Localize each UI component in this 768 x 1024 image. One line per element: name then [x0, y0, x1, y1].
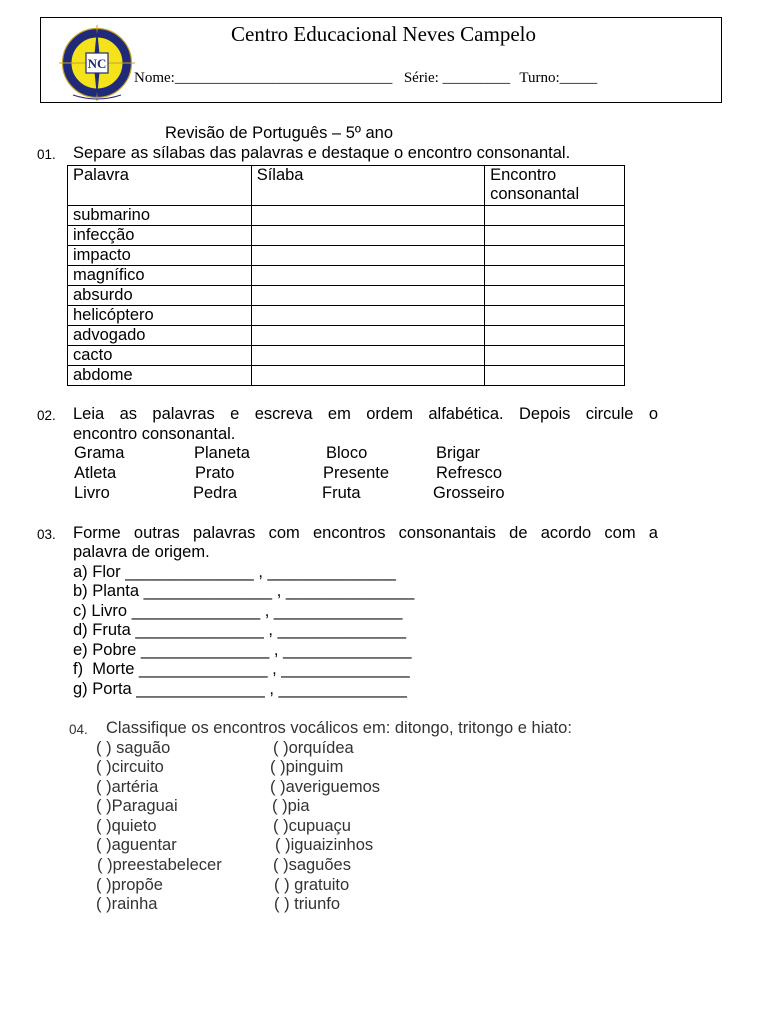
- word-cell: impacto: [68, 246, 252, 266]
- q2-line2: encontro consonantal.: [73, 425, 236, 443]
- list-item[interactable]: ( )artéria: [96, 778, 159, 796]
- word-cell: infecção: [68, 226, 252, 246]
- serie-label: Série:: [403, 70, 439, 86]
- table-row: [68, 306, 625, 326]
- table-row: [68, 286, 625, 306]
- list-item: [73, 582, 414, 601]
- cluster-cell[interactable]: [485, 246, 625, 266]
- table-row: [68, 206, 625, 226]
- item-text[interactable]: Livro ______________ , ______________: [91, 602, 403, 620]
- list-item[interactable]: ( ) saguão: [96, 739, 171, 757]
- word-list-item: Planeta: [194, 444, 250, 462]
- serie-blank[interactable]: _________: [442, 70, 511, 86]
- list-item: [73, 602, 402, 621]
- list-item[interactable]: ( )rainha: [96, 895, 158, 913]
- cluster-cell[interactable]: [485, 206, 625, 226]
- turno-label: Turno:: [519, 70, 560, 86]
- item-text[interactable]: Fruta ______________ , ______________: [92, 621, 407, 639]
- q2-line1: Leia as palavras e escreva em ordem alfabética. Depois circule o: [73, 405, 658, 423]
- school-name: Centro Educacional Neves Campelo: [231, 22, 536, 46]
- word-cell: absurdo: [68, 286, 252, 306]
- list-item[interactable]: ( )Paraguai: [96, 797, 178, 815]
- list-item[interactable]: ( )pia: [272, 797, 310, 815]
- logo-letters: NC: [87, 56, 107, 71]
- q3-line1: Forme outras palavras com encontros consonantais de acordo com a: [73, 524, 658, 542]
- list-item[interactable]: ( )aguentar: [96, 836, 177, 854]
- cluster-cell[interactable]: [485, 366, 625, 386]
- item-letter: a): [73, 563, 88, 581]
- list-item[interactable]: ( ) triunfo: [274, 895, 341, 913]
- page-title: Revisão de Português – 5º ano: [165, 124, 394, 142]
- word-cell: cacto: [68, 346, 252, 366]
- word-list-item: Prato: [195, 464, 235, 482]
- list-item: [73, 680, 407, 699]
- word-list-item: Livro: [74, 484, 110, 502]
- word-list-item: Bloco: [326, 444, 368, 462]
- word-cell: helicóptero: [68, 306, 252, 326]
- syllable-cell[interactable]: [251, 206, 484, 226]
- list-item[interactable]: ( )orquídea: [273, 739, 354, 757]
- q3-number: 03.: [37, 527, 56, 542]
- syllable-cell[interactable]: [251, 246, 484, 266]
- cluster-cell[interactable]: [485, 266, 625, 286]
- syllable-cell[interactable]: [251, 346, 484, 366]
- item-letter: f): [73, 660, 84, 678]
- table-row: [68, 266, 625, 286]
- cluster-cell[interactable]: [485, 326, 625, 346]
- word-cell: magnífico: [68, 266, 252, 286]
- table-row: [68, 346, 625, 366]
- column-header-silaba: Sílaba: [251, 166, 484, 206]
- item-letter: d): [73, 621, 88, 639]
- word-list-item: Grosseiro: [433, 484, 505, 502]
- list-item[interactable]: ( )circuito: [96, 758, 164, 776]
- syllable-table: [67, 165, 625, 386]
- syllable-cell[interactable]: [251, 266, 484, 286]
- q1-text: Separe as sílabas das palavras e destaque o encontro consonantal.: [73, 144, 571, 162]
- cluster-cell[interactable]: [485, 306, 625, 326]
- list-item[interactable]: ( )propõe: [96, 876, 163, 894]
- item-text[interactable]: Pobre ______________ , ______________: [92, 641, 412, 659]
- list-item[interactable]: ( )pinguim: [270, 758, 344, 776]
- item-text[interactable]: Porta ______________ , ______________: [92, 680, 407, 698]
- list-item[interactable]: ( )iguaizinhos: [275, 836, 374, 854]
- syllable-cell[interactable]: [251, 366, 484, 386]
- item-letter: b): [73, 582, 88, 600]
- syllable-cell[interactable]: [251, 286, 484, 306]
- list-item[interactable]: ( )cupuaçu: [273, 817, 351, 835]
- q2-number: 02.: [37, 408, 56, 423]
- word-cell: abdome: [68, 366, 252, 386]
- syllable-cell[interactable]: [251, 326, 484, 346]
- list-item[interactable]: ( )averiguemos: [270, 778, 381, 796]
- syllable-cell[interactable]: [251, 226, 484, 246]
- item-text[interactable]: Morte ______________ , ______________: [92, 660, 410, 678]
- syllable-cell[interactable]: [251, 306, 484, 326]
- q1-number: 01.: [37, 147, 56, 162]
- word-list-item: Presente: [323, 464, 390, 482]
- table-row: [68, 246, 625, 266]
- cluster-cell[interactable]: [485, 226, 625, 246]
- word-cell: submarino: [68, 206, 252, 226]
- word-list-item: Fruta: [322, 484, 361, 502]
- list-item[interactable]: ( )saguões: [273, 856, 351, 874]
- name-blank[interactable]: _____________________________: [174, 70, 393, 86]
- word-cell: advogado: [68, 326, 252, 346]
- list-item[interactable]: ( )preestabelecer: [97, 856, 222, 874]
- student-info-fields: [134, 70, 597, 87]
- q4-text: Classifique os encontros vocálicos em: ditongo, tritongo e hiato:: [106, 719, 572, 737]
- word-list-item: Pedra: [193, 484, 238, 502]
- column-header-encontro: Encontro consonantal: [485, 166, 625, 206]
- item-letter: c): [73, 602, 87, 620]
- turno-blank[interactable]: _____: [559, 70, 598, 86]
- item-letter: g): [73, 680, 88, 698]
- item-text[interactable]: Flor ______________ , ______________: [92, 563, 396, 581]
- list-item: [73, 660, 410, 679]
- cluster-cell[interactable]: [485, 346, 625, 366]
- cluster-cell[interactable]: [485, 286, 625, 306]
- column-header-palavra: Palavra: [68, 166, 252, 206]
- list-item: [73, 641, 412, 660]
- list-item: [73, 621, 406, 640]
- table-row: [68, 226, 625, 246]
- item-letter: e): [73, 641, 88, 659]
- word-list-item: Grama: [74, 444, 125, 462]
- q4-number: 04.: [69, 722, 88, 737]
- table-header-row: [68, 166, 625, 206]
- word-list-item: Brigar: [436, 444, 481, 462]
- word-list-item: Atleta: [74, 464, 117, 482]
- name-label: Nome:: [134, 70, 175, 86]
- table-row: [68, 366, 625, 386]
- list-item[interactable]: ( )quieto: [96, 817, 157, 835]
- list-item: [73, 563, 396, 582]
- item-text[interactable]: Planta ______________ , ______________: [92, 582, 415, 600]
- list-item[interactable]: ( ) gratuito: [274, 876, 350, 894]
- word-list-item: Refresco: [436, 464, 503, 482]
- table-row: [68, 326, 625, 346]
- q3-line2: palavra de origem.: [73, 543, 210, 561]
